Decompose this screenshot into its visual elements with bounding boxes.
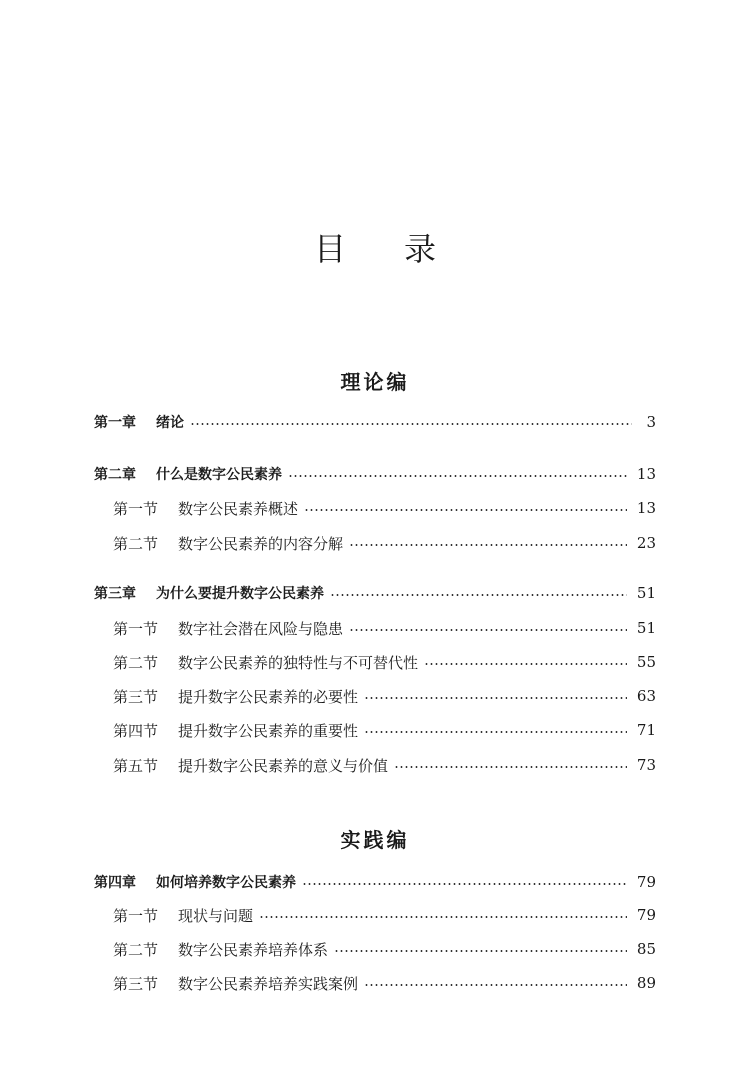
- toc-entry-section-2-1[interactable]: [113, 496, 656, 520]
- entry-number: 第三章: [94, 586, 136, 602]
- leader-dots: [364, 984, 627, 986]
- entry-page: 89: [636, 974, 656, 992]
- entry-title: 数字公民素养培养体系: [178, 940, 329, 959]
- title-char-2: 录: [404, 230, 437, 268]
- entry-page: 13: [636, 465, 656, 483]
- leader-dots: [259, 916, 627, 918]
- leader-dots: [364, 731, 627, 733]
- part-heading-practice: 实践编: [340, 828, 410, 852]
- entry-number: 第四节: [113, 721, 159, 740]
- title-char-1: 目: [313, 230, 346, 268]
- entry-title: 绪论: [156, 415, 184, 431]
- toc-entry-chapter-4[interactable]: [94, 870, 656, 894]
- toc-entry-chapter-3[interactable]: [94, 581, 656, 605]
- entry-page: 3: [646, 413, 656, 431]
- entry-number: 第三节: [113, 974, 159, 993]
- leader-dots: [424, 663, 627, 665]
- entry-number: 第一节: [113, 499, 159, 518]
- entry-title: 提升数字公民素养的意义与价值: [178, 756, 389, 775]
- leader-dots: [334, 950, 627, 952]
- entry-page: 63: [636, 687, 656, 705]
- entry-page: 55: [636, 653, 656, 671]
- leader-dots: [364, 697, 627, 699]
- toc-entry-section-3-5[interactable]: [113, 753, 656, 777]
- entry-page: 51: [636, 619, 656, 637]
- entry-title: 数字公民素养的内容分解: [178, 534, 344, 553]
- leader-dots: [349, 544, 627, 546]
- toc-entry-section-4-2[interactable]: [113, 937, 656, 961]
- leader-dots: [349, 629, 627, 631]
- entry-title: 什么是数字公民素养: [156, 467, 282, 483]
- entry-page: 79: [636, 873, 656, 891]
- entry-title: 现状与问题: [178, 906, 254, 925]
- toc-entry-section-3-4[interactable]: [113, 718, 656, 742]
- leader-dots: [302, 883, 627, 885]
- entry-page: 79: [636, 906, 656, 924]
- leader-dots: [394, 766, 627, 768]
- entry-title: 数字社会潜在风险与隐患: [178, 619, 344, 638]
- toc-entry-section-4-1[interactable]: [113, 903, 656, 927]
- entry-number: 第一章: [94, 415, 136, 431]
- entry-page: 85: [636, 940, 656, 958]
- toc-entry-section-3-3[interactable]: [113, 684, 656, 708]
- toc-entry-chapter-2[interactable]: [94, 462, 656, 486]
- page-title: [0, 224, 750, 270]
- entry-number: 第二节: [113, 534, 159, 553]
- entry-page: 51: [636, 584, 656, 602]
- entry-title: 为什么要提升数字公民素养: [156, 586, 324, 602]
- entry-title: 提升数字公民素养的重要性: [178, 721, 359, 740]
- entry-title: 数字公民素养的独特性与不可替代性: [178, 653, 419, 672]
- entry-page: 73: [636, 756, 656, 774]
- entry-number: 第二节: [113, 940, 159, 959]
- toc-entry-section-3-1[interactable]: [113, 616, 656, 640]
- entry-number: 第四章: [94, 875, 136, 891]
- entry-number: 第一节: [113, 619, 159, 638]
- leader-dots: [190, 423, 632, 425]
- part-heading-theory: 理论编: [340, 370, 410, 394]
- entry-page: 71: [636, 721, 656, 739]
- toc-entry-chapter-1[interactable]: [94, 410, 656, 434]
- leader-dots: [304, 509, 627, 511]
- entry-page: 13: [636, 499, 656, 517]
- toc-entry-section-2-2[interactable]: [113, 531, 656, 555]
- entry-number: 第五节: [113, 756, 159, 775]
- entry-title: 数字公民素养概述: [178, 499, 299, 518]
- entry-number: 第三节: [113, 687, 159, 706]
- entry-title: 数字公民素养培养实践案例: [178, 974, 359, 993]
- entry-title: 如何培养数字公民素养: [156, 875, 296, 891]
- entry-page: 23: [636, 534, 656, 552]
- toc-entry-section-3-2[interactable]: [113, 650, 656, 674]
- entry-title: 提升数字公民素养的必要性: [178, 687, 359, 706]
- entry-number: 第二节: [113, 653, 159, 672]
- entry-number: 第一节: [113, 906, 159, 925]
- leader-dots: [288, 475, 627, 477]
- leader-dots: [330, 594, 627, 596]
- entry-number: 第二章: [94, 467, 136, 483]
- toc-entry-section-4-3[interactable]: [113, 971, 656, 995]
